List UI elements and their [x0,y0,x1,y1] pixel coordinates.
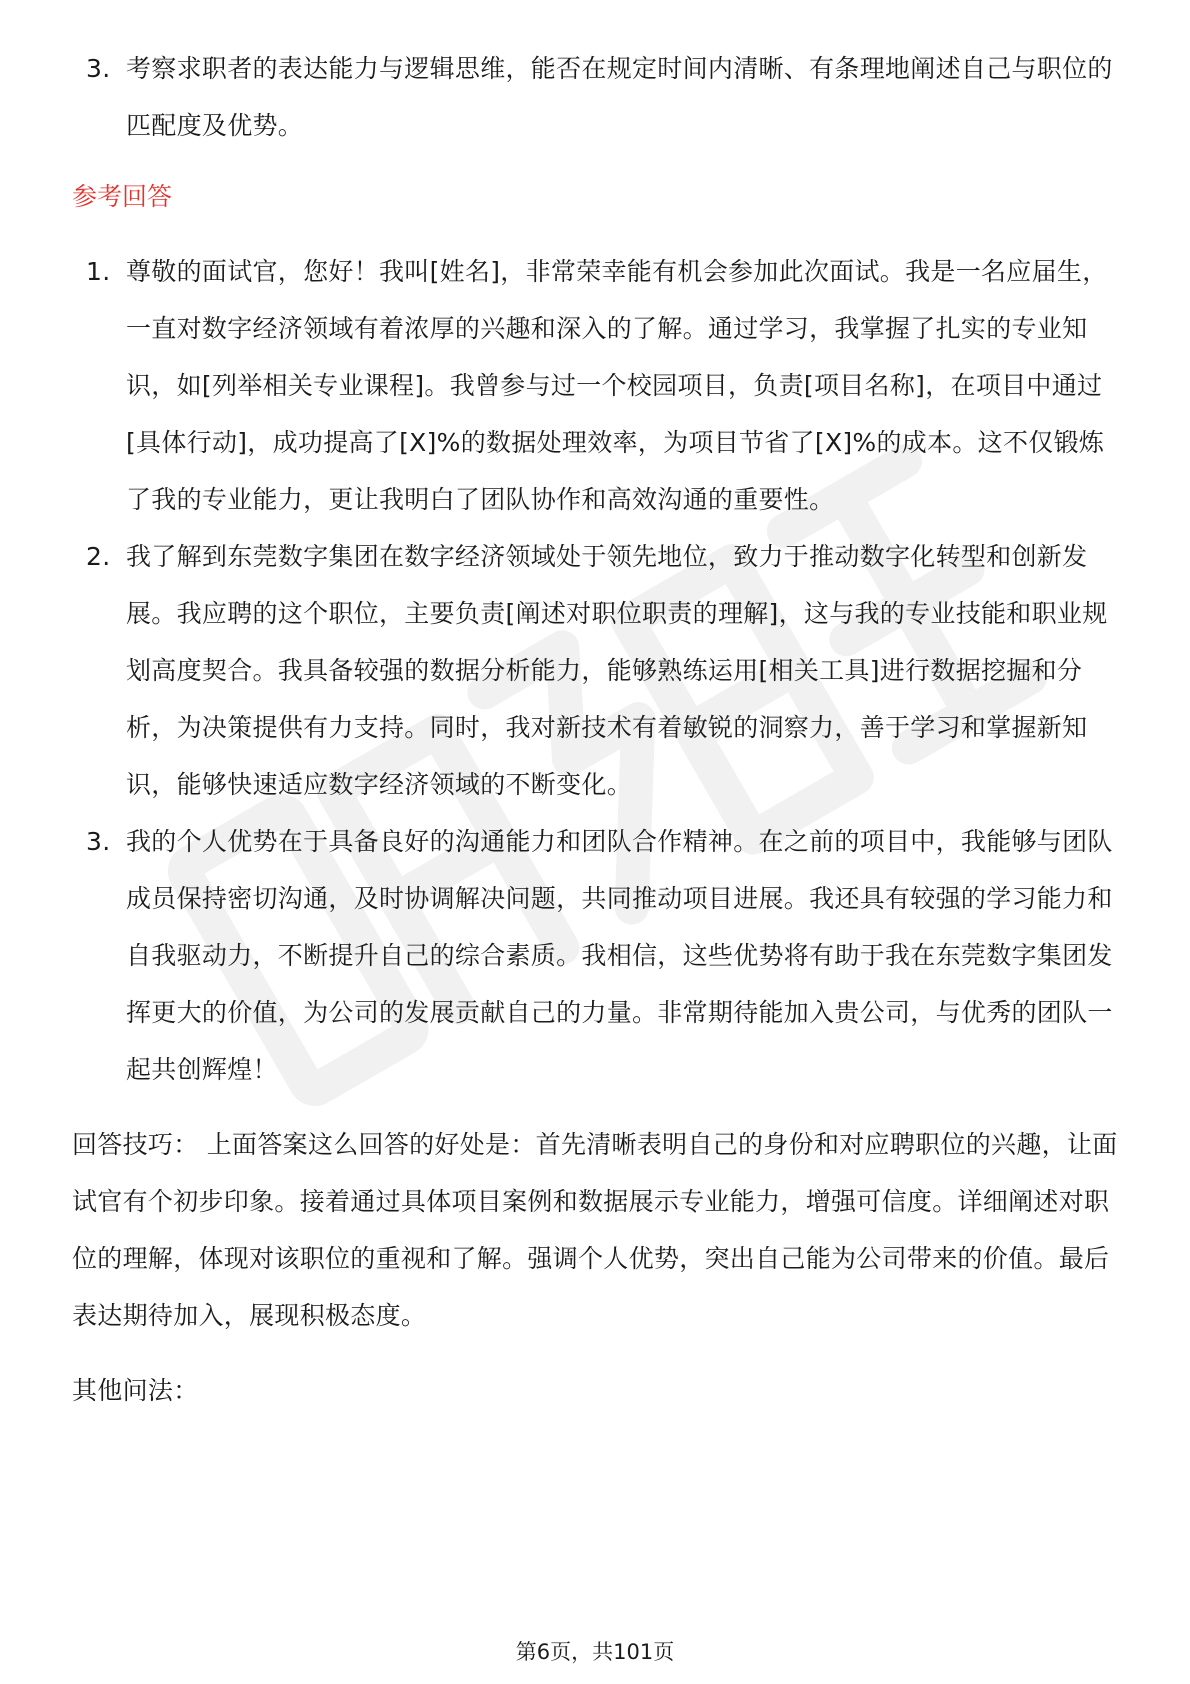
answer-item [72,243,1122,528]
list-number: 1. [86,257,111,286]
list-number: 3. [86,827,111,856]
reference-answer-heading: 参考回答 [72,182,173,211]
list-text: 我的个人优势在于具备良好的沟通能力和团队合作精神。在之前的项目中，我能够与团队成员保持密切沟通，及时协调解决问题，共同推动项目进展。我还具有较强的学习能力和自我驱动力，不断提升自己的综合素质。我相信，这些优势将有助于我在东莞数字集团发挥更大的价值，为公司的发展贡献自己的力量。非常期待能加入贵公司，与优秀的团队一起共创辉煌！ [126,827,1113,1084]
page-content [72,40,1122,1419]
page-footer: 第6页，共101页 [515,1640,675,1664]
other-questions-heading: 其他问法： [72,1376,199,1405]
list-text: 考察求职者的表达能力与逻辑思维，能否在规定时间内清晰、有条理地阐述自己与职位的匹配度及优势。 [126,54,1113,140]
answer-tips: 回答技巧： 上面答案这么回答的好处是：首先清晰表明自己的身份和对应聘职位的兴趣，让面试官有个初步印象。接着通过具体项目案例和数据展示专业能力，增强可信度。详细阐述对职位的理解，体现对该职位的重视和了解。强调个人优势，突出自己能为公司带来的价值。最后表达期待加入，展现积极态度。 [72,1130,1118,1330]
criteria-item [72,40,1122,154]
list-number: 2. [86,542,111,571]
answer-item [72,813,1122,1098]
list-text: 我了解到东莞数字集团在数字经济领域处于领先地位，致力于推动数字化转型和创新发展。我应聘的这个职位，主要负责[阐述对职位职责的理解]，这与我的专业技能和职业规划高度契合。我具备较强的数据分析能力，能够熟练运用[相关工具]进行数据挖掘和分析，为决策提供有力支持。同时，我对新技术有着敏锐的洞察力，善于学习和掌握新知识，能够快速适应数字经济领域的不断变化。 [126,542,1108,799]
criteria-list [72,40,1122,154]
answer-item [72,528,1122,813]
list-number: 3. [86,54,111,83]
list-text: 尊敬的面试官，您好！我叫[姓名]，非常荣幸能有机会参加此次面试。我是一名应届生，一直对数字经济领域有着浓厚的兴趣和深入的了解。通过学习，我掌握了扎实的专业知识，如[列举相关专业课程]。我曾参与过一个校园项目，负责[项目名称]，在项目中通过[具体行动]，成功提高了[X]%的数据处理效率，为项目节省了[X]%的成本。这不仅锻炼了我的专业能力，更让我明白了团队协作和高效沟通的重要性。 [126,257,1108,514]
answer-list [72,243,1122,1098]
